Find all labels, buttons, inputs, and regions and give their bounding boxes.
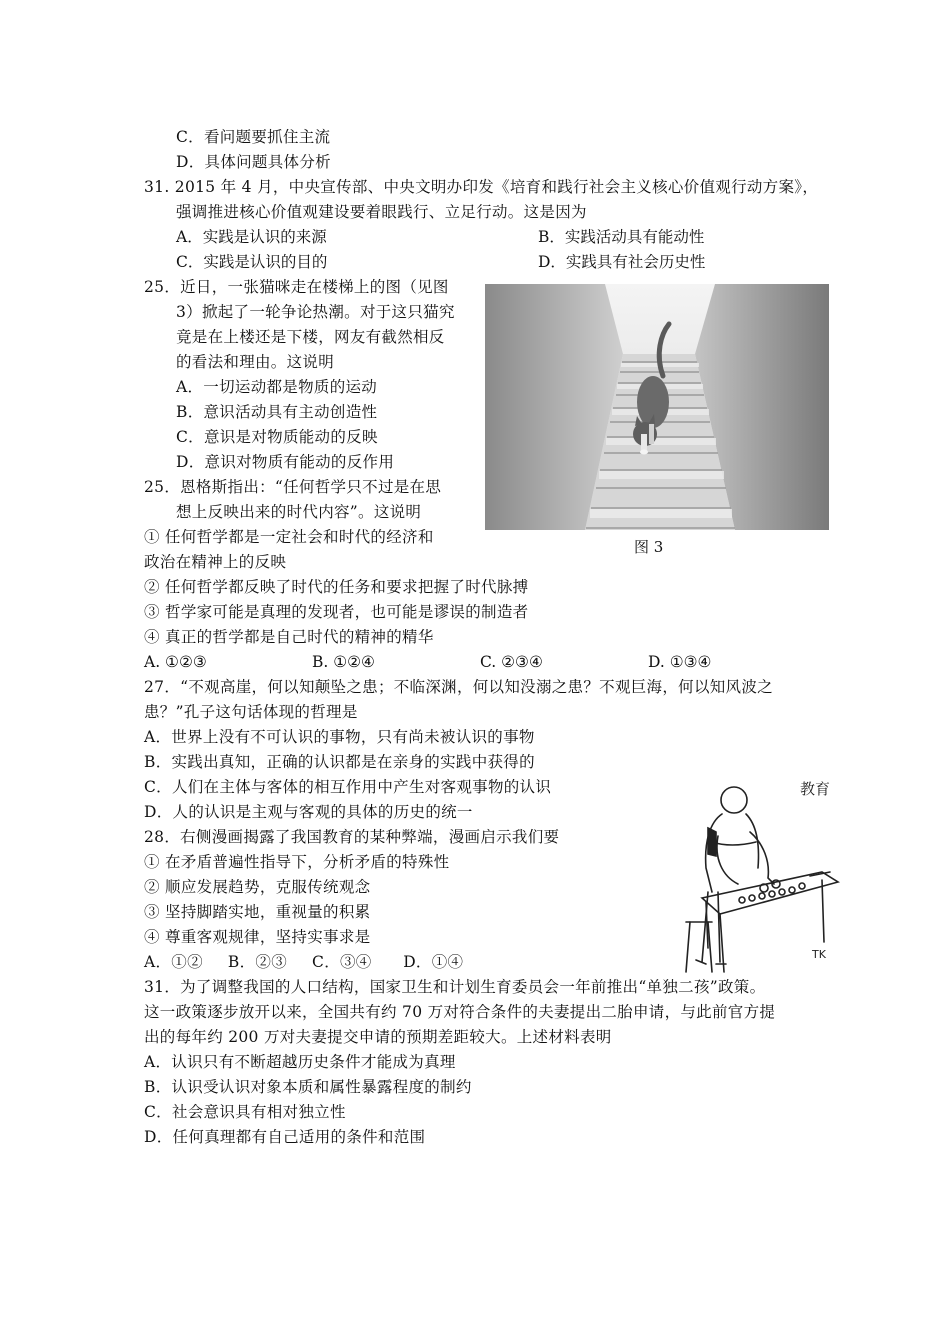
- q31a-option-c: C．实践是认识的目的: [176, 253, 328, 271]
- q28-item1: ① 在矛盾普遍性指导下，分析矛盾的特殊性: [144, 853, 450, 871]
- q30-option-d: D．具体问题具体分析: [176, 153, 331, 171]
- q25a-option-c: C．意识是对物质能动的反映: [176, 428, 378, 446]
- q27-option-b: B．实践出真知，正确的认识都是在亲身的实践中获得的: [144, 753, 535, 771]
- q25b-option-b: B. ①②④: [312, 653, 375, 671]
- q25a-stem-line2: 3）掀起了一轮争论热潮。对于这只猫究: [176, 303, 455, 321]
- q25a-stem-line4: 的看法和理由。这说明: [176, 353, 335, 371]
- q25a-stem-line3: 竟是在上楼还是下楼，网友有截然相反: [176, 328, 445, 346]
- q27-option-a: A．世界上没有不可认识的事物，只有尚未被认识的事物: [144, 728, 535, 746]
- q25a-option-b: B．意识活动具有主动创造性: [176, 403, 378, 421]
- q28-item4: ④ 尊重客观规律，坚持实事求是: [144, 928, 371, 946]
- q25b-option-c: C. ②③④: [480, 653, 543, 671]
- q27-option-d: D．人的认识是主观与客观的具体的历史的统一: [144, 803, 473, 821]
- q30-option-c: C．看问题要抓住主流: [176, 128, 331, 146]
- q25b-item1-line2: 政治在精神上的反映: [144, 553, 287, 571]
- q25b-option-a: A. ①②③: [144, 653, 207, 671]
- q31a-option-a: A．实践是认识的来源: [176, 228, 327, 246]
- q25b-stem-line2: 想上反映出来的时代内容”。这说明: [176, 503, 422, 521]
- q28-item3: ③ 坚持脚踏实地，重视量的积累: [144, 903, 371, 921]
- q31b-option-c: C．社会意识具有相对独立性: [144, 1103, 346, 1121]
- q25b-item2: ② 任何哲学都反映了时代的任务和要求把握了时代脉搏: [144, 578, 529, 596]
- cat-on-stairs-image: [485, 284, 829, 530]
- cartoon-title: 教育: [800, 780, 831, 798]
- q28-options: A．①② B．②③ C．③④ D．①④: [144, 953, 464, 971]
- q25b-item3: ③ 哲学家可能是真理的发现者，也可能是谬误的制造者: [144, 603, 529, 621]
- figure-3-caption: 图 3: [634, 538, 664, 556]
- q27-option-c: C．人们在主体与客体的相互作用中产生对客观事物的认识: [144, 778, 552, 796]
- cartoon-signature: TK: [812, 948, 826, 961]
- q25a-stem-line1: 25．近日，一张猫咪走在楼梯上的图（见图: [144, 278, 449, 296]
- q31b-option-b: B．认识受认识对象本质和属性暴露程度的制约: [144, 1078, 472, 1096]
- q27-stem-line2: 患？”孔子这句话体现的哲理是: [144, 703, 358, 721]
- q28-item2: ② 顺应发展趋势，克服传统观念: [144, 878, 371, 896]
- q28-stem: 28．右侧漫画揭露了我国教育的某种弊端，漫画启示我们要: [144, 828, 560, 846]
- q31b-option-a: A．认识只有不断超越历史条件才能成为真理: [144, 1053, 456, 1071]
- q31a-option-d: D．实践具有社会历史性: [538, 253, 706, 271]
- q25b-stem-line1: 25．恩格斯指出：“任何哲学只不过是在思: [144, 478, 442, 496]
- q31a-stem-line1: 31. 2015 年 4 月，中央宣传部、中央文明办印发《培育和践行社会主义核心价值观行动方案》，: [144, 178, 819, 196]
- q25b-item4: ④ 真正的哲学都是自己时代的精神的精华: [144, 628, 434, 646]
- q25a-option-d: D．意识对物质有能动的反作用: [176, 453, 395, 471]
- q31b-stem-line2: 这一政策逐步放开以来，全国共有约 70 万对符合条件的夫妻提出二胎申请，与此前官方提: [144, 1003, 776, 1021]
- q25b-option-d: D. ①③④: [648, 653, 712, 671]
- q27-stem-line1: 27．“不观高崖，何以知颠坠之患；不临深渊，何以知没溺之患？不观巨海，何以知风波之: [144, 678, 773, 696]
- education-cartoon-image: [672, 772, 842, 980]
- q31b-stem-line3: 出的每年约 200 万对夫妻提交申请的预期差距较大。上述材料表明: [144, 1028, 612, 1046]
- q31a-stem-line2: 强调推进核心价值观建设要着眼践行、立足行动。这是因为: [176, 203, 587, 221]
- q25a-option-a: A．一切运动都是物质的运动: [176, 378, 378, 396]
- q31b-option-d: D．任何真理都有自己适用的条件和范围: [144, 1128, 426, 1146]
- q31a-option-b: B．实践活动具有能动性: [538, 228, 705, 246]
- q25b-item1-line1: ① 任何哲学都是一定社会和时代的经济和: [144, 528, 434, 546]
- q31b-stem-line1: 31．为了调整我国的人口结构，国家卫生和计划生育委员会一年前推出“单独二孩”政策。: [144, 978, 766, 996]
